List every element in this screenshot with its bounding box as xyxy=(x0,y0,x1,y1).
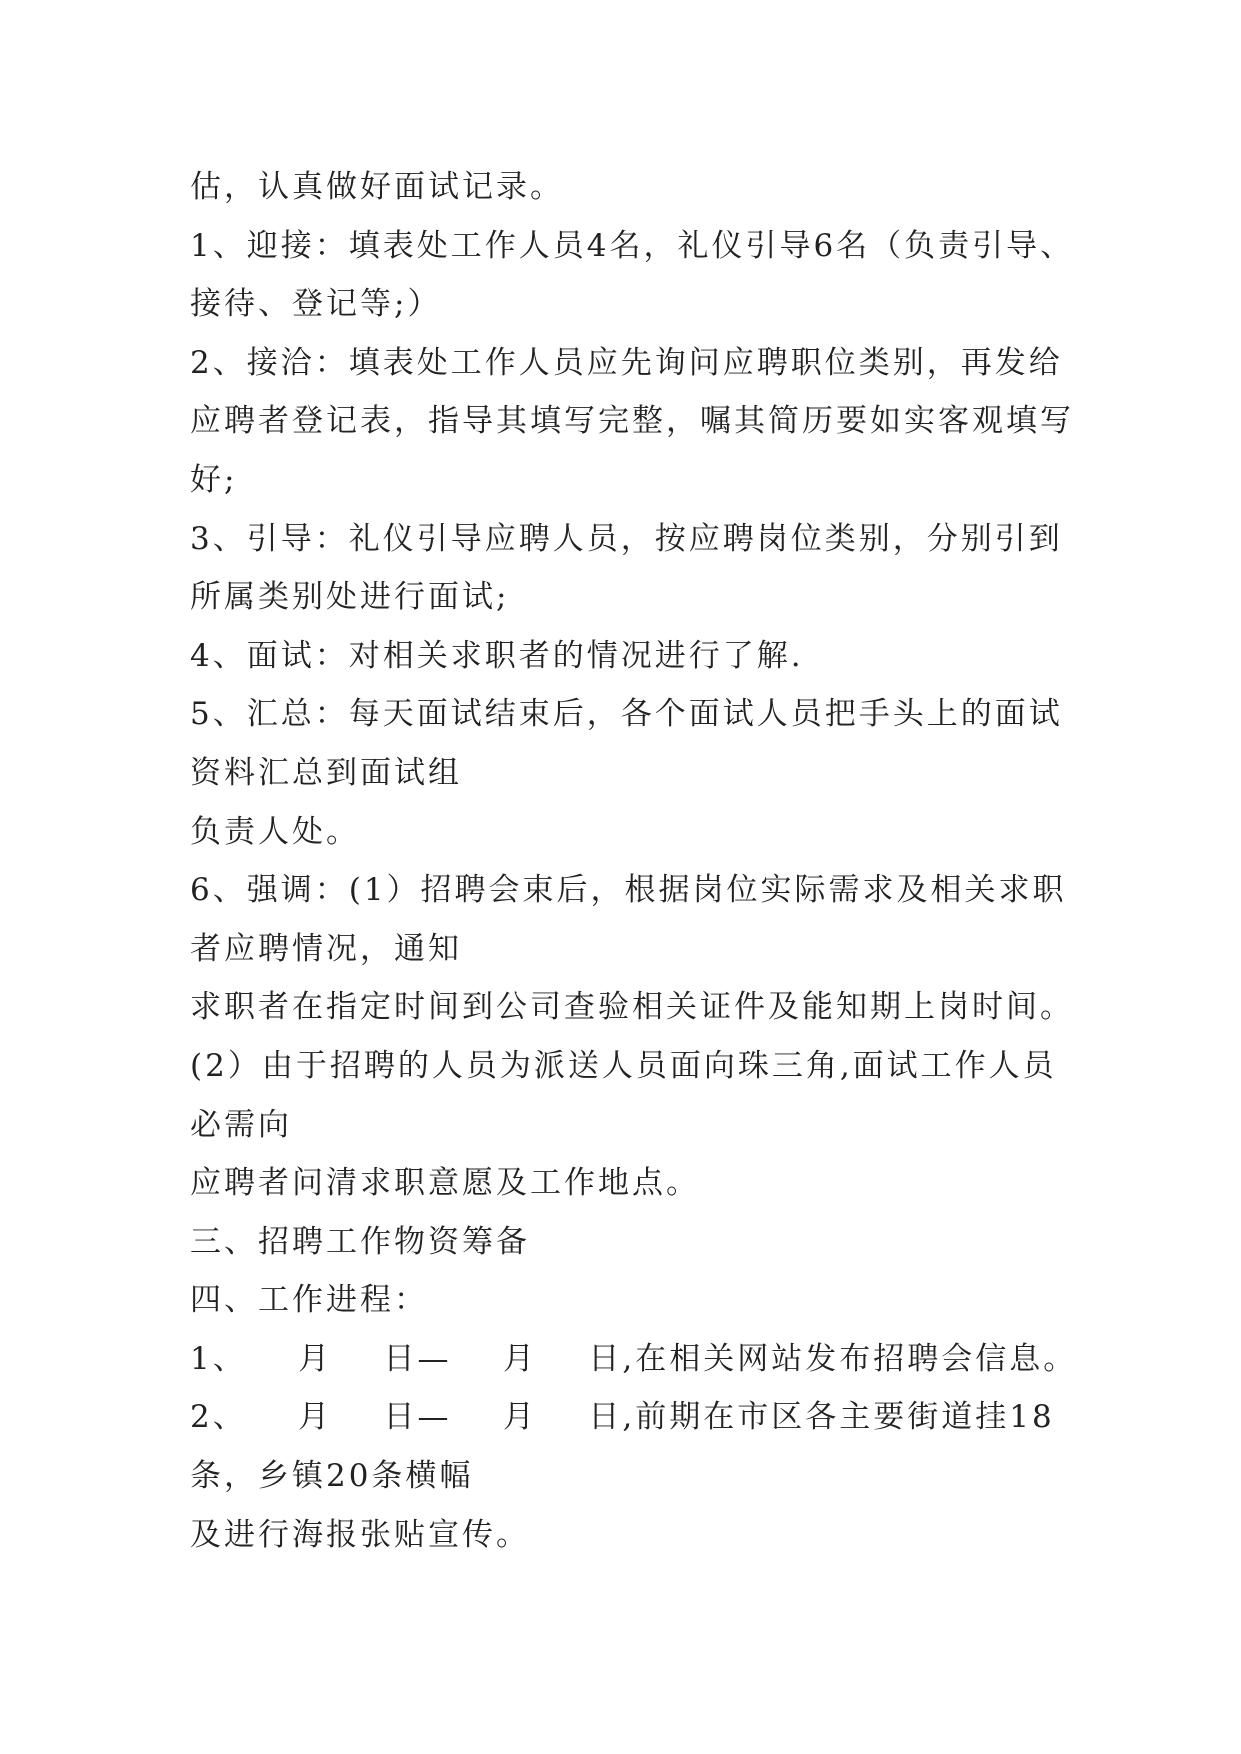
text-line: 求职者在指定时间到公司查验相关证件及能知期上岗时间。 xyxy=(190,989,1074,1026)
text-line: 负责人处。 xyxy=(190,813,360,850)
text-line: 应聘者问清求职意愿及工作地点。 xyxy=(190,1165,700,1202)
text-line: (2）由于招聘的人员为派送人员面向珠三角,面试工作人员 xyxy=(190,1047,1057,1084)
text-line: 者应聘情况，通知 xyxy=(190,930,462,967)
text-line: 条，乡镇20条横幅 xyxy=(190,1458,474,1495)
document-body xyxy=(190,158,1090,1564)
text-line: 1、 月 日— 月 日,在相关网站发布招聘会信息。 xyxy=(190,1340,1078,1377)
text-line: 所属类别处进行面试; xyxy=(190,579,510,616)
text-line: 估，认真做好面试记录。 xyxy=(190,169,564,205)
text-line: 必需向 xyxy=(190,1106,292,1143)
text-line: 应聘者登记表，指导其填写完整，嘱其简历要如实客观填写 xyxy=(190,403,1074,440)
text-line: 及进行海报张贴宣传。 xyxy=(190,1516,530,1553)
section-heading: 三、招聘工作物资筹备 xyxy=(190,1223,530,1260)
text-line: 资料汇总到面试组 xyxy=(190,754,462,791)
section-heading: 四、工作进程： xyxy=(190,1282,428,1319)
text-line: 1、迎接：填表处工作人员4名，礼仪引导6名（负责引导、 xyxy=(190,227,1075,264)
text-line: 2、接洽：填表处工作人员应先询问应聘职位类别，再发给 xyxy=(190,344,1063,381)
text-line: 6、强调：(1）招聘会束后，根据岗位实际需求及相关求职 xyxy=(190,872,1067,909)
text-line: 2、 月 日— 月 日,前期在市区各主要街道挂18 xyxy=(190,1399,1055,1436)
text-line: 3、引导：礼仪引导应聘人员，按应聘岗位类别，分别引到 xyxy=(190,520,1063,557)
text-line: 接待、登记等;） xyxy=(190,286,442,323)
text-line: 4、面试：对相关求职者的情况进行了解. xyxy=(190,637,804,674)
text-line: 好; xyxy=(190,461,238,498)
text-line: 5、汇总：每天面试结束后，各个面试人员把手头上的面试 xyxy=(190,696,1063,733)
